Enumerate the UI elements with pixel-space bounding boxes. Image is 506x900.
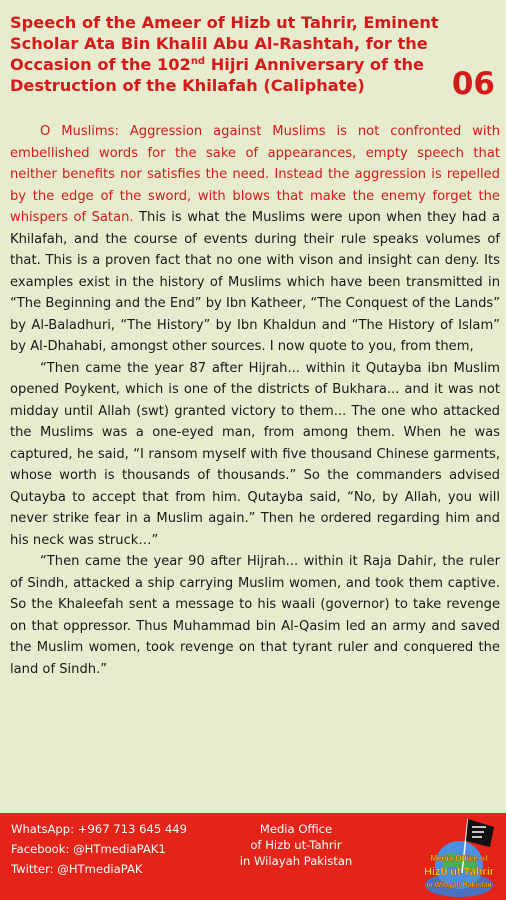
page-number: 06 — [451, 66, 495, 102]
media-office-label — [230, 821, 362, 869]
paragraph-1 — [10, 121, 500, 358]
office-line-1: Media Office — [259, 822, 333, 836]
twitter-contact: Twitter: @HTmediaPAK — [11, 862, 143, 876]
page-title — [10, 12, 446, 96]
office-line-2: of Hizb ut-Tahrir — [250, 838, 342, 852]
logo-text-3: in Wilayah Pakistan — [426, 882, 492, 889]
title-text-2: Hijri Anniversary of the Destruction of the Khilafah (Caliphate) — [10, 55, 424, 95]
title-superscript: nd — [190, 56, 206, 67]
whatsapp-contact: WhatsApp: +967 713 645 449 — [11, 822, 188, 836]
paragraph-1-text: This is what the Muslims were upon when they had a Khilafah, and the course of events during their rule speaks volumes of that. This is a proven fact that no one with vison and insight can deny. Its examples exist in the history of Muslims which have been transmitted in “The Beginning and the End” by Ibn Katheer, “The Conquest of the Lands” by Al-Baladhuri, “The History” by Ibn Khaldun and “The History of Islam” by Al-Dhahabi, amongst other sources. I now quote to you, from them, — [10, 210, 500, 354]
logo-text-1: Media Office of — [430, 854, 488, 863]
office-line-3: in Wilayah Pakistan — [239, 854, 353, 868]
contact-list — [11, 819, 187, 879]
header — [0, 0, 506, 112]
paragraph-3: “Then came the year 90 after Hijrah... within it Raja Dahir, the ruler of Sindh, attacked a ship carrying Muslim women, and took them captive. So the Khaleefah sent a message to his waali (governor) to take revenge on that oppressor. Thus Muhammad bin Al-Qasim led an army and saved the Muslim women, took revenge on that tyrant ruler and conquered the land of Sindh.” — [10, 554, 500, 677]
media-office-logo-icon — [412, 813, 502, 900]
logo-text-2: Hizb ut Tahrir — [423, 866, 495, 878]
title-text-1: Speech of the Ameer of Hizb ut Tahrir, Eminent Scholar Ata Bin Khalil Abu Al-Rashtah, for the Occasion of the 102 — [10, 13, 439, 74]
facebook-contact: Facebook: @HTmediaPAK1 — [11, 842, 166, 856]
speech-body — [10, 121, 500, 680]
paragraph-2: “Then came the year 87 after Hijrah... within it Qutayba ibn Muslim opened Poykent, which is one of the districts of Bukhara... and it was not midday until Allah (swt) granted victory to them... The one who attacked the Muslims was a one-eyed man, from among them. When he was captured, he said, “I ransom myself with five thousand Chinese garments, whose worth is thousands of thousands.” So the commanders advised Qutayba to accept that from him. Qutayba said, “No, by Allah, you will never strike fear in a Muslim again.” Then he ordered regarding him and his neck was struck…” — [10, 360, 500, 548]
footer — [0, 813, 506, 900]
highlighted-text: O Muslims: Aggression against Muslims is not confronted with embellished words for the sake of appearances, empty speech that neither benefits nor satisfies the need. Instead the aggression is repelled by the edge of the sword, with blows that make the enemy forget the whispers of Satan. — [10, 124, 500, 225]
